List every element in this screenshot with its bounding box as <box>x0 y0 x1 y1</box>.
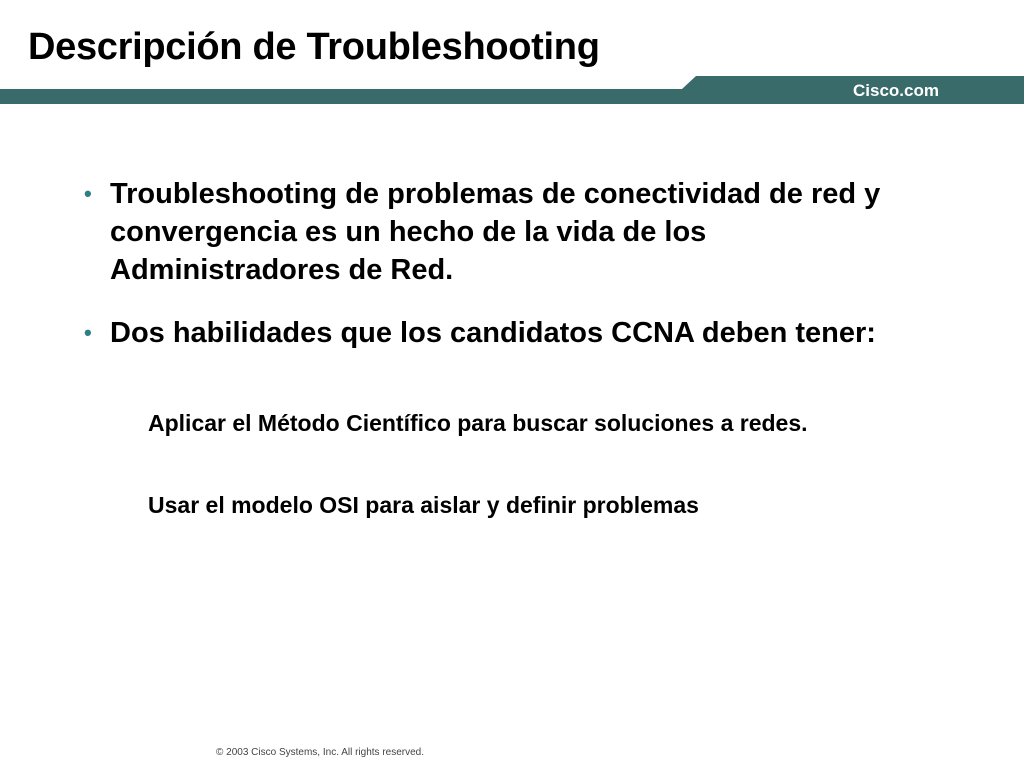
bullet-item-2 <box>84 314 940 352</box>
bullet-dot-icon: • <box>84 320 92 345</box>
bullet-item-1 <box>84 175 940 289</box>
bullet-dot-icon: • <box>84 181 92 206</box>
slide-title: Descripción de Troubleshooting <box>28 26 600 68</box>
sub-item-2: Usar el modelo OSI para aislar y definir problemas <box>148 492 699 518</box>
bullet-text-1: Troubleshooting de problemas de conectividad de red y convergencia es un hecho de la vida de los Administradores de Red. <box>110 178 881 286</box>
cisco-logo-text: Cisco.com <box>853 81 939 100</box>
bullet-text-2: Dos habilidades que los candidatos CCNA deben tener: <box>110 317 876 349</box>
sub-item-1: Aplicar el Método Científico para buscar soluciones a redes. <box>148 410 808 436</box>
copyright-footer: © 2003 Cisco Systems, Inc. All rights reserved. <box>216 747 425 758</box>
